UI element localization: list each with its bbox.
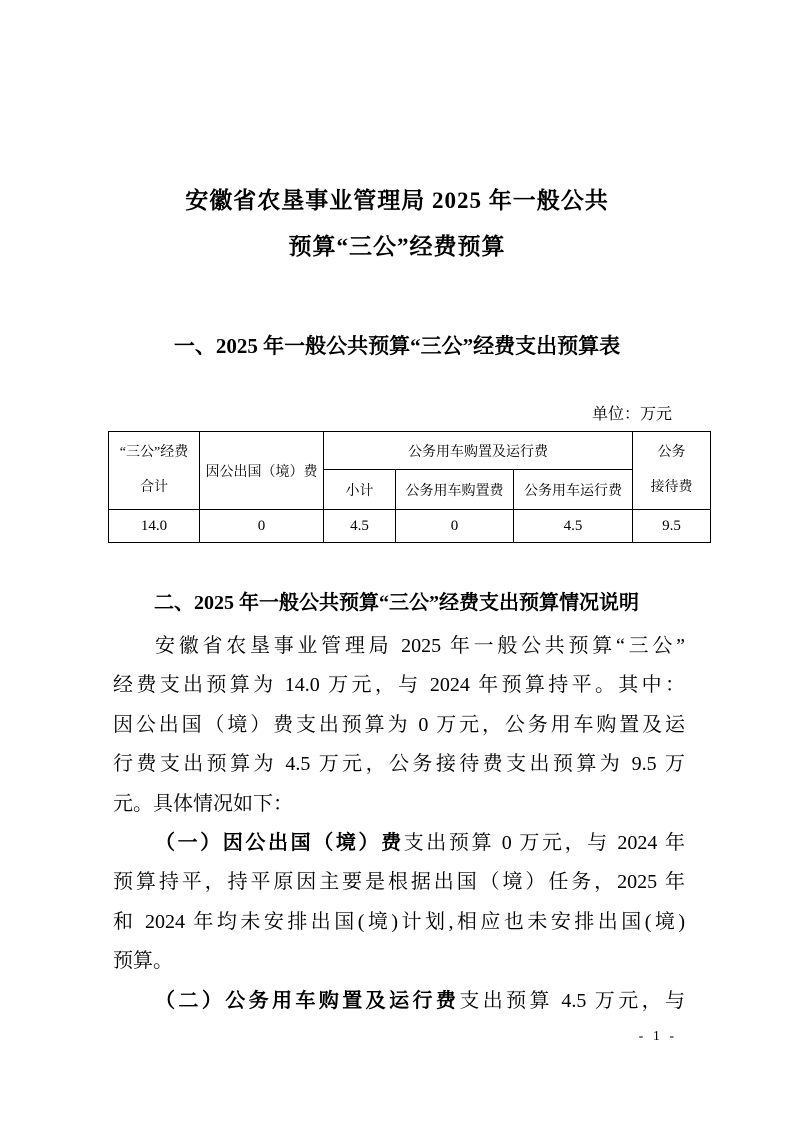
value-abroad-fee: 0 xyxy=(200,510,324,543)
body-line-text: 支出预算 4.5 万元，与 xyxy=(459,989,686,1012)
body-line xyxy=(113,824,685,863)
header-sangong-total xyxy=(109,432,200,510)
body-line-text: 预算持平，持平原因主要是根据出国（境）任务，2025 年 xyxy=(113,871,685,894)
budget-table xyxy=(108,431,711,543)
table-values-row xyxy=(109,510,711,543)
header-vehicle-group: 公务用车购置及运行费 xyxy=(324,432,633,470)
table-header-row-1 xyxy=(109,432,711,470)
value-vehicle-subtotal: 4.5 xyxy=(324,510,396,543)
value-vehicle-purchase: 0 xyxy=(396,510,514,543)
header-sangong-total-line1: “三公”经费 xyxy=(119,445,189,460)
body-line-bold-text: （二）公务用车购置及运行费 xyxy=(155,989,460,1012)
header-reception-line2: 接待费 xyxy=(650,480,693,495)
body-line-text: 元。具体情况如下： xyxy=(113,792,293,815)
body-line xyxy=(113,785,685,824)
body-line-text: 和 2024 年均未安排出国(境)计划,相应也未安排出国(境) xyxy=(113,910,685,933)
header-vehicle-subtotal: 小计 xyxy=(324,470,396,510)
document-title-line2: 预算“三公”经费预算 xyxy=(288,234,506,259)
body-line xyxy=(113,745,685,784)
header-sangong-total-line2: 合计 xyxy=(140,480,168,495)
body-line xyxy=(113,982,685,1021)
header-abroad-fee: 因公出国（境）费 xyxy=(200,432,324,510)
section2-heading: 二、2025 年一般公共预算“三公”经费支出预算情况说明 xyxy=(154,592,639,614)
document-title xyxy=(0,178,794,270)
header-vehicle-purchase: 公务用车购置费 xyxy=(396,470,514,510)
document-title-line1: 安徽省农垦事业管理局 2025 年一般公共 xyxy=(185,188,609,213)
header-vehicle-operation: 公务用车运行费 xyxy=(514,470,633,510)
body-line xyxy=(113,863,685,902)
body-line-text: 支出预算 0 万元，与 2024 年 xyxy=(403,831,686,854)
section1-heading: 一、2025 年一般公共预算“三公”经费支出预算表 xyxy=(173,334,621,358)
body-line xyxy=(113,903,685,942)
value-reception-fee: 9.5 xyxy=(633,510,711,543)
body-line xyxy=(113,666,685,705)
header-reception-line1: 公务 xyxy=(657,445,686,460)
body-line-bold-text: （一）因公出国（境）费 xyxy=(155,831,404,854)
unit-label: 单位：万元 xyxy=(591,406,672,423)
body-line xyxy=(113,942,685,981)
value-vehicle-operation: 4.5 xyxy=(514,510,633,543)
body-line-text: 行费支出预算为 4.5 万元，公务接待费支出预算为 9.5 万 xyxy=(113,753,685,776)
value-sangong-total: 14.0 xyxy=(109,510,200,543)
body-text xyxy=(113,627,685,1021)
body-line-text: 安徽省农垦事业管理局 2025 年一般公共预算“三公” xyxy=(155,635,685,657)
body-line-text: 因公出国（境）费支出预算为 0 万元，公务用车购置及运 xyxy=(113,713,685,736)
body-line xyxy=(113,706,685,745)
body-line-text: 预算。 xyxy=(113,950,173,973)
header-reception-fee xyxy=(633,432,711,510)
header-sangong-total-text xyxy=(109,433,199,509)
page-number: - 1 - xyxy=(638,1029,677,1044)
body-line-text: 经费支出预算为 14.0 万元，与 2024 年预算持平。其中： xyxy=(113,674,685,697)
header-reception-fee-text xyxy=(633,433,710,509)
body-line xyxy=(113,627,685,666)
